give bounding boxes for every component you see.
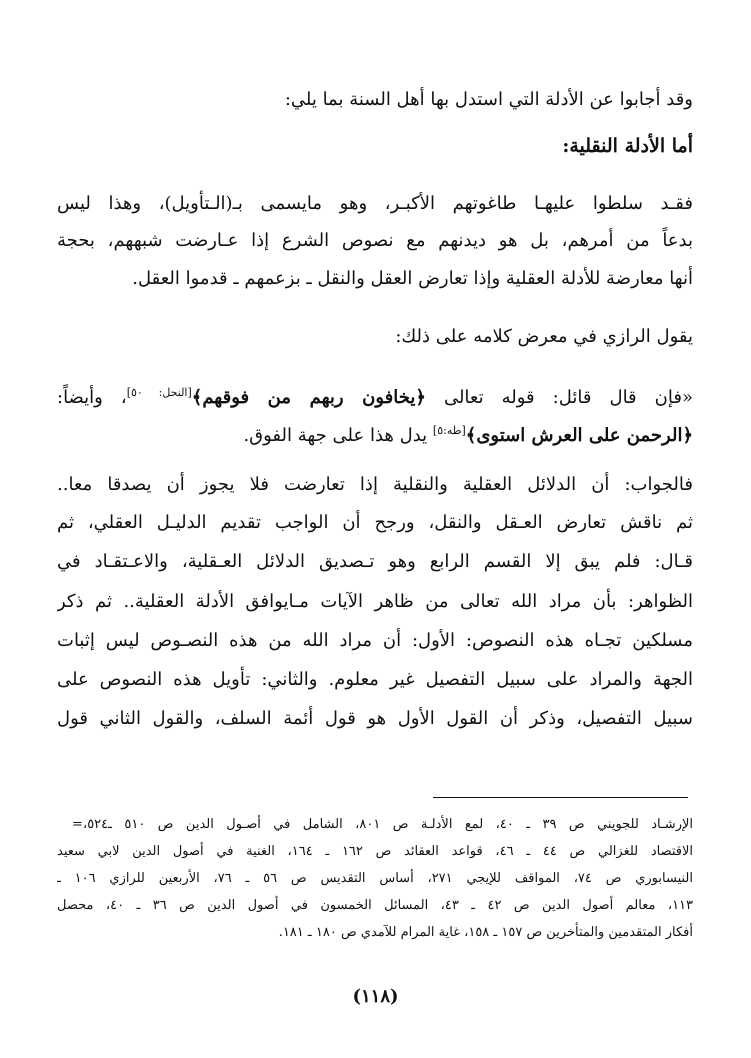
quote-1-opening: «فإن قال قائل: قوله تعالى — [425, 387, 693, 408]
footnote-line-4: ١١٣، معالم أصول الدين ص ٤٢ ـ ٤٣، المسائل الخمسون في أصول الدين ص ٣٦ ـ ٤٠، محصل — [57, 898, 693, 913]
intro-line: وقد أجابوا عن الأدلة التي استدل بها أهل السنة بما يلي: — [284, 89, 693, 110]
paragraph-1-line-2: بدعاً من أمرهم، بل هو ديدنهم مع نصوص الشرع إذا عـارضت شبههم، بحجة — [57, 230, 693, 251]
paragraph-3-line-7: سبيل التفصيل، وذكر أن القول الأول هو قول أئمة السلف، والقول الثاني قول — [57, 708, 693, 729]
footnote-divider — [433, 797, 688, 798]
paragraph-3-line-6: الجهة والمراد على سبيل التفصيل غير معلوم. والثاني: تأويل هذه النصوص على — [57, 669, 693, 690]
section-heading: أما الأدلة النقلية: — [562, 135, 693, 157]
quote-line-2 — [57, 416, 693, 446]
paragraph-1-line-1: فقـد سلطوا عليهـا طاغوتهم الأكبـر، وهو مايسمى بـ(الـتأويل)، وهذا ليس — [57, 193, 693, 214]
quote-1-continuation: ، وأيضاً: — [57, 387, 127, 408]
footnote-line-2: الاقتصاد للغزالي ص ٤٤ ـ ٤٦، قواعد العقائد ص ١٦٢ ـ ١٦٤، الغنية في أصول الدين لابي سعيد — [57, 844, 693, 859]
quote-2-continuation: يدل هذا على جهة الفوق. — [243, 425, 433, 446]
quote-line-1 — [57, 378, 693, 408]
verse-1-reference: [النحل: ٥٠] — [126, 386, 192, 399]
quran-verse-2: ﴿الرحمن على العرش استوى﴾ — [465, 425, 693, 446]
paragraph-3-line-2: ثم ناقش تعارض العـقل والنقل، ورجح أن الواجب تقديم الدليـل العقلي، ثم — [57, 512, 693, 533]
footnote-line-3: النيسابوري ص ٧٤، المواقف للإيجي ٢٧١، أساس التقديس ص ٥٦ ـ ٧٦، الأربعين للرازي ١٠٦ ـ — [57, 871, 693, 886]
paragraph-3-line-3: قـال: فلم يبق إلا القسم الرابع وهو تـصديق الدلائل العـقلية، والاعـتقـاد في — [57, 551, 693, 572]
page-number: (١١٨) — [352, 986, 399, 1007]
quran-verse-1: ﴿يخافون ربهم من فوقهم﴾ — [191, 387, 426, 408]
paragraph-1-line-3: أنها معارضة للأدلة العقلية وإذا تعارض العقل والنقل ـ بزعمهم ـ قدموا العقل. — [132, 268, 693, 289]
footnote-continuation-marker: = — [72, 817, 83, 832]
razi-intro-line: يقول الرازي في معرض كلامه على ذلك: — [395, 326, 693, 347]
paragraph-3-line-5: مسلكين تجـاه هذه النصوص: الأول: أن مراد الله من هذه النصـوص ليس إثبات — [57, 630, 693, 651]
footnote-line-1: الإرشـاد للجويني ص ٣٩ ـ ٤٠، لمع الأدلـة ص ٨٠١، الشامل في أصـول الدين ص ٥١٠ ـ٥٢٤، — [83, 817, 693, 832]
paragraph-3-line-1: فالجواب: أن الدلائل العقلية والنقلية إذا تعارضت فلا يجوز أن يصدقا معا.. — [57, 474, 693, 495]
paragraph-3-line-4: الظواهر: بأن مراد الله تعالى من ظاهر الآيات مـايوافق الأدلة العقلية.. ثم ذكر — [57, 591, 693, 612]
verse-2-reference: [طه:٥] — [432, 424, 466, 437]
footnote-line-5: أفكار المتقدمين والمتأخرين ص ١٥٧ ـ ١٥٨، غاية المرام للآمدي ص ١٨٠ ـ ١٨١. — [278, 925, 693, 940]
